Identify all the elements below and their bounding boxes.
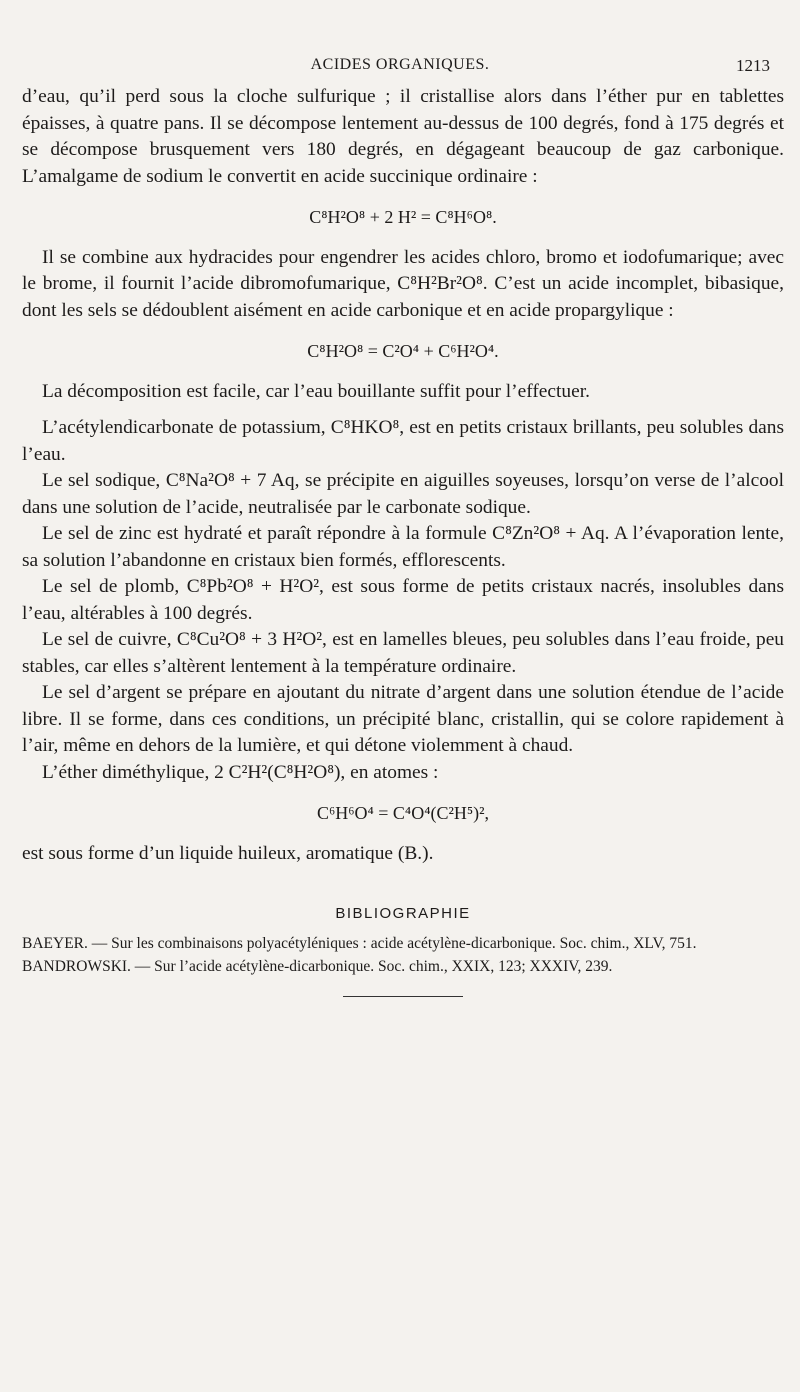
paragraph: est sous forme d’un liquide huileux, aromatique (B.). [22,842,434,864]
paragraph: Il se combine aux hydracides pour engendrer les acides chloro, bromo et iodofumarique; avec le brome, il fournit l’acide dibromofumarique, C⁸H²Br²O⁸. C’est un acide incomplet, bibasique, dont les sels se dédoublent aisément en acide carbonique et en acide propargylique : [22,246,784,321]
body-text [22,84,784,997]
end-rule [343,996,463,997]
paragraph: La décomposition est facile, car l’eau bouillante suffit pour l’effectuer. [42,380,590,402]
paragraph: Le sel sodique, C⁸Na²O⁸ + 7 Aq, se précipite en aiguilles soyeuses, lorsqu’on verse de l’alcool dans une solution de l’acide, neutralisée par le carbonate sodique. [22,470,784,518]
formula: C⁶H⁶O⁴ = C⁴O⁴(C²H⁵)², [316,803,490,823]
page-number: 1213 [736,56,770,75]
paragraph: Le sel de zinc est hydraté et paraît répondre à la formule C⁸Zn²O⁸ + Aq. A l’évaporation lente, sa solution l’abandonne en cristaux bien formés, efflorescents. [22,523,784,571]
bibliography-entry: BANDROWSKI. — Sur l’acide acétylène-dicarbonique. Soc. chim., XXIX, 123; XXXIV, 239. [22,957,613,975]
bibliography-title: BIBLIOGRAPHIE [335,905,471,922]
running-title: ACIDES ORGANIQUES. [310,56,490,73]
paragraph: L’éther diméthylique, 2 C²H²(C⁸H²O⁸), en atomes : [42,761,439,783]
paragraph: d’eau, qu’il perd sous la cloche sulfurique ; il cristallise alors dans l’éther pur en tablettes épaisses, à quatre pans. Il se décompose lentement au-dessus de 100 degrés, fond à 175 degrés et se décompose brusquement vers 180 degrés, en dégageant beaucoup de gaz carbonique. L’amalgame de sodium le convertit en acide succinique ordinaire : [22,86,784,187]
paragraph: Le sel de plomb, C⁸Pb²O⁸ + H²O², est sous forme de petits cristaux nacrés, insolubles dans l’eau, altérables à 100 degrés. [22,576,784,624]
paragraph: Le sel d’argent se prépare en ajoutant du nitrate d’argent dans une solution étendue de l’acide libre. Il se forme, dans ces conditions, un précipité blanc, cristallin, qui se colore rapidement à l’air, même en dehors de la lumière, et qui détone violemment à chaud. [22,682,784,756]
paragraph: L’acétylendicarbonate de potassium, C⁸HKO⁸, est en petits cristaux brillants, peu solubles dans l’eau. [22,417,784,465]
bibliography-entry: BAEYER. — Sur les combinaisons polyacétyléniques : acide acétylène-dicarbonique. Soc. chim., XLV, 751. [22,934,697,952]
paragraph: Le sel de cuivre, C⁸Cu²O⁸ + 3 H²O², est en lamelles bleues, peu solubles dans l’eau froide, peu stables, car elles s’altèrent lentement à la température ordinaire. [22,629,784,677]
bibliography [22,934,784,976]
formula: C⁸H²O⁸ + 2 H² = C⁸H⁶O⁸. [309,207,497,227]
page-header [0,56,800,80]
formula: C⁸H²O⁸ = C²O⁴ + C⁶H²O⁴. [307,341,499,361]
